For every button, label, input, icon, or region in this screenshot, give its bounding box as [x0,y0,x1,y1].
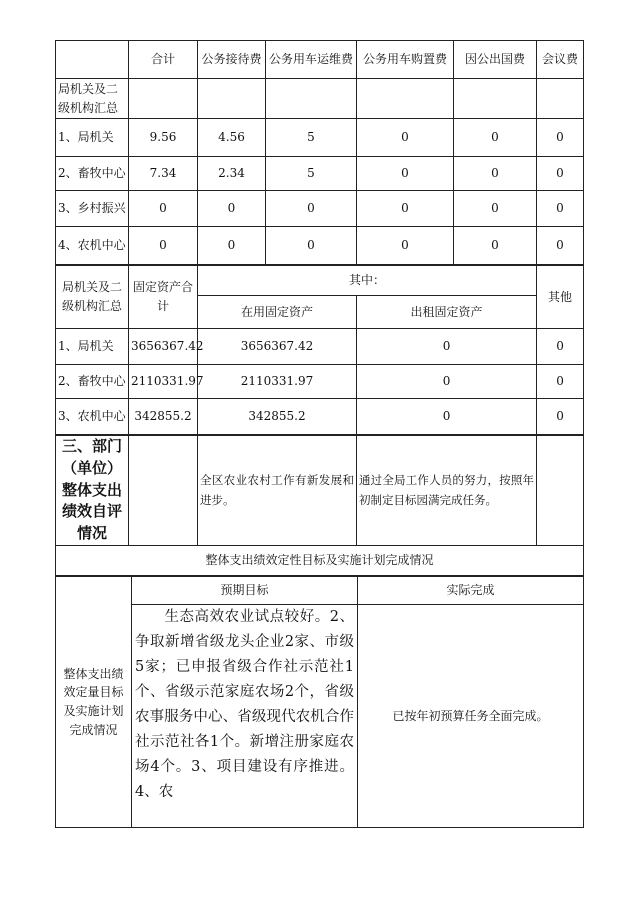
header-meeting: 会议费 [537,41,584,79]
expense-header-row [56,41,584,79]
row-name: 3、乡村振兴 [56,191,129,227]
header-total: 合计 [129,41,198,79]
cell: 0 [537,365,584,399]
cell: 0 [357,399,537,435]
cell: 0 [357,227,454,265]
expected-text: 生态高效农业试点较好。2、争取新增省级龙头企业2家、市级5家；已申报省级合作社示范社1个、省级示范家庭农场2个，省级农事服务中心、省级现代农机合作社示范社各1个。新增注册家庭农场4个。3、项目建设有序推进。4、农 [132,605,358,828]
cell: 0 [266,227,357,265]
self-eval-table [55,435,584,576]
cell: 3656367.42 [198,329,357,365]
actual-text: 已按年初预算任务全面完成。 [358,605,584,828]
cell: 342855.2 [198,399,357,435]
header-reception: 公务接待费 [198,41,266,79]
table-row [56,191,584,227]
completion-header-row [56,577,584,605]
among-header: 其中： [198,266,537,296]
cell: 9.56 [129,119,198,157]
cell: 0 [537,119,584,157]
cell: 3656367.42 [129,329,198,365]
header-vehicle-maint: 公务用车运维费 [266,41,357,79]
assets-total-header: 固定资产合计 [129,266,198,329]
cell: 0 [454,157,537,191]
cell: 0 [454,227,537,265]
completion-table [55,576,584,828]
completion-title-row [56,546,584,576]
cell: 0 [129,227,198,265]
assets-header-row [56,266,584,296]
cell: 0 [454,191,537,227]
eval-note-2: 通过全局工作人员的努力，按照年初制定目标园满完成任务。 [357,436,537,546]
cell: 0 [198,227,266,265]
cell: 0 [357,191,454,227]
table-row [56,227,584,265]
header-vehicle-purchase: 公务用车购置费 [357,41,454,79]
cell: 2.34 [198,157,266,191]
cell: 0 [357,329,537,365]
expense-group-row [56,79,584,119]
table-row [56,365,584,399]
cell: 2110331.97 [129,365,198,399]
row-name: 1、局机关 [56,329,129,365]
cell: 0 [129,191,198,227]
cell: 0 [537,191,584,227]
section-title: 三、部门（单位）整体支出绩效自评情况 [56,436,129,546]
assets-table [55,265,584,435]
completion-row-label: 整体支出绩效定量目标及实施计划完成情况 [56,577,132,828]
table-row [56,329,584,365]
cell: 7.34 [129,157,198,191]
other-header: 其他 [537,266,584,329]
cell: 0 [357,365,537,399]
cell: 0 [537,399,584,435]
row-name: 2、畜牧中心 [56,365,129,399]
table-row [56,157,584,191]
row-name: 1、局机关 [56,119,129,157]
corner-cell [56,41,129,79]
in-use-header: 在用固定资产 [198,296,357,329]
cell: 0 [198,191,266,227]
cell: 0 [357,119,454,157]
table-row [56,399,584,435]
row-name: 3、农机中心 [56,399,129,435]
eval-note-1: 全区农业农村工作有新发展和进步。 [198,436,357,546]
cell: 0 [454,119,537,157]
assets-group-label: 局机关及二级机构汇总 [56,266,129,329]
table-row [56,119,584,157]
cell: 0 [357,157,454,191]
cell: 0 [537,329,584,365]
row-name: 4、农机中心 [56,227,129,265]
group-label: 局机关及二级机构汇总 [56,79,129,119]
completion-section-title: 整体支出绩效定性目标及实施计划完成情况 [56,546,584,576]
self-eval-row [56,436,584,546]
cell: 0 [266,191,357,227]
cell: 0 [537,157,584,191]
expected-header: 预期目标 [132,577,358,605]
expense-table [55,40,584,265]
completion-content-row [56,605,584,828]
actual-header: 实际完成 [358,577,584,605]
report-sheet [55,40,583,828]
row-name: 2、畜牧中心 [56,157,129,191]
cell: 5 [266,119,357,157]
cell: 2110331.97 [198,365,357,399]
cell: 342855.2 [129,399,198,435]
header-travel-abroad: 因公出国费 [454,41,537,79]
cell: 0 [537,227,584,265]
rented-header: 出租固定资产 [357,296,537,329]
cell: 5 [266,157,357,191]
cell: 4.56 [198,119,266,157]
